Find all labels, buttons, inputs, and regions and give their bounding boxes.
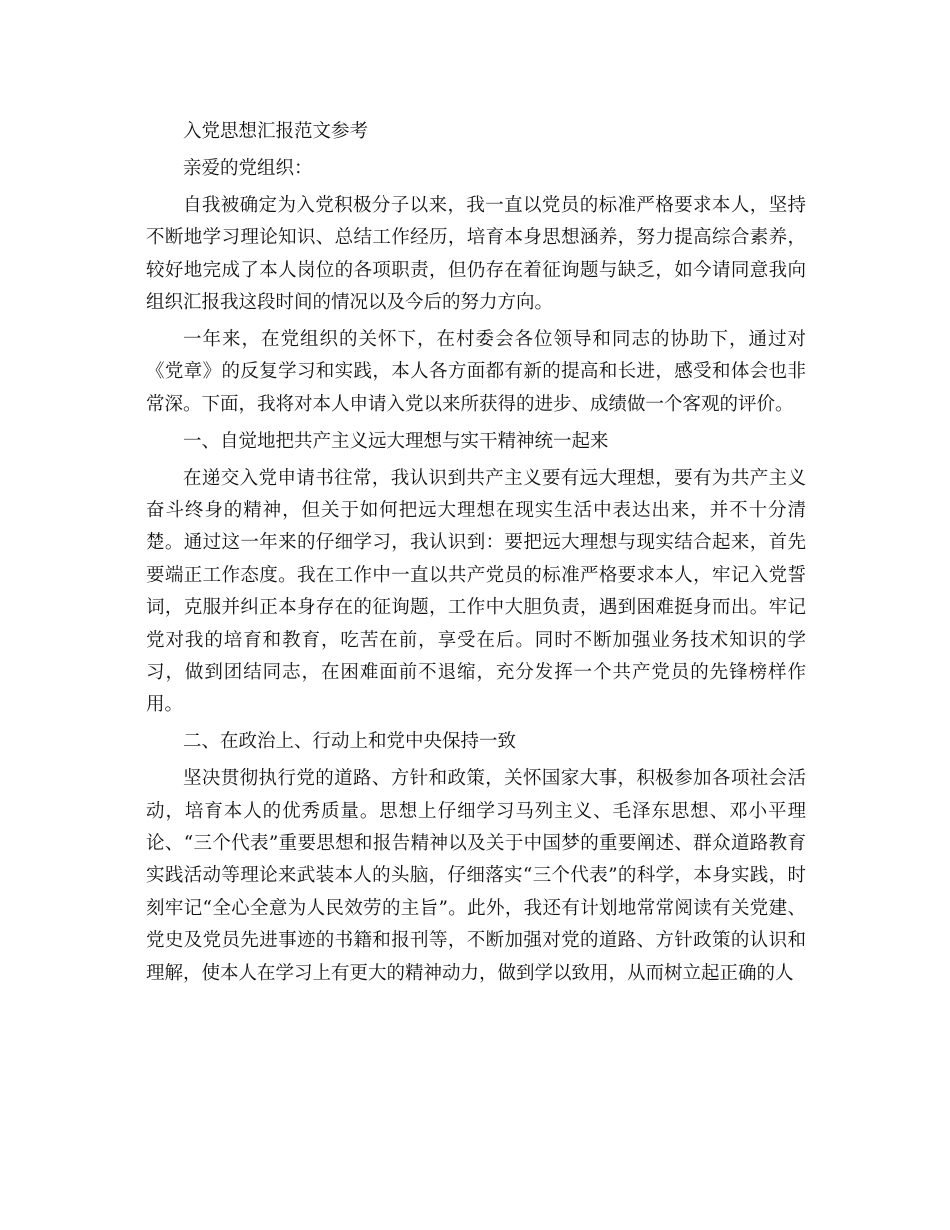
salutation: 亲爱的党组织： bbox=[183, 157, 313, 179]
section-heading-2: 二、在政治上、行动上和党中央保持一致 bbox=[183, 731, 517, 753]
document-title: 入党思想汇报范文参考 bbox=[183, 121, 369, 142]
section-body-2: 坚决贯彻执行党的道路、方针和政策，关怀国家大事，积极参加各项社会活动，培育本人的优秀质量。思想上仔细学习马列主义、毛泽东思想、邓小平理论、“三个代表”重要思想和报告精神以及关于中国梦的重要阐述、群众道路教育实践活动等理论来武装本人的头脑，仔细落实“三个代表”的科学，本身实践，时刻牢记“全心全意为人民效劳的主旨”。此外，我还有计划地常常阅读有关党建、党史及党员先进事迹的书籍和报刊等，不断加强对党的道路、方针政策的认识和理解，使本人在学习上有更大的精神动力，做到学以致用，从而树立起正确的人 bbox=[146, 768, 806, 984]
section-body-1: 在递交入党申请书往常，我认识到共产主义要有远大理想，要有为共产主义奋斗终身的精神，但关于如何把远大理想在现实生活中表达出来，并不十分清楚。通过这一年来的仔细学习，我认识到：要把远大理想与现实结合起来，首先要端正工作态度。我在工作中一直以共产党员的标准严格要求本人，牢记入党誓词，克服并纠正本身存在的征询题，工作中大胆负责，遇到困难挺身而出。牢记党对我的培育和教育，吃苦在前，享受在后。同时不断加强业务技术知识的学习，做到团结同志，在困难面前不退缩，充分发挥一个共产党员的先锋榜样作用。 bbox=[146, 467, 806, 716]
section-heading-1: 一、自觉地把共产主义远大理想与实干精神统一起来 bbox=[183, 430, 609, 452]
document-body bbox=[146, 116, 806, 995]
paragraph-intro: 自我被确定为入党积极分子以来，我一直以党员的标准严格要求本人，坚持不断地学习理论知识、总结工作经历，培育本身思想涵养，努力提高综合素养，较好地完成了本人岗位的各项职责，但仍存在着征询题与缺乏，如今请同意我向组织汇报我这段时间的情况以及今后的努力方向。 bbox=[146, 194, 806, 314]
paragraph-year-review: 一年来，在党组织的关怀下，在村委会各位领导和同志的协助下，通过对《党章》的反复学习和实践，本人各方面都有新的提高和长进，感受和体会也非常深。下面，我将对本人申请入党以来所获得的进步、成绩做一个客观的评价。 bbox=[146, 328, 806, 415]
